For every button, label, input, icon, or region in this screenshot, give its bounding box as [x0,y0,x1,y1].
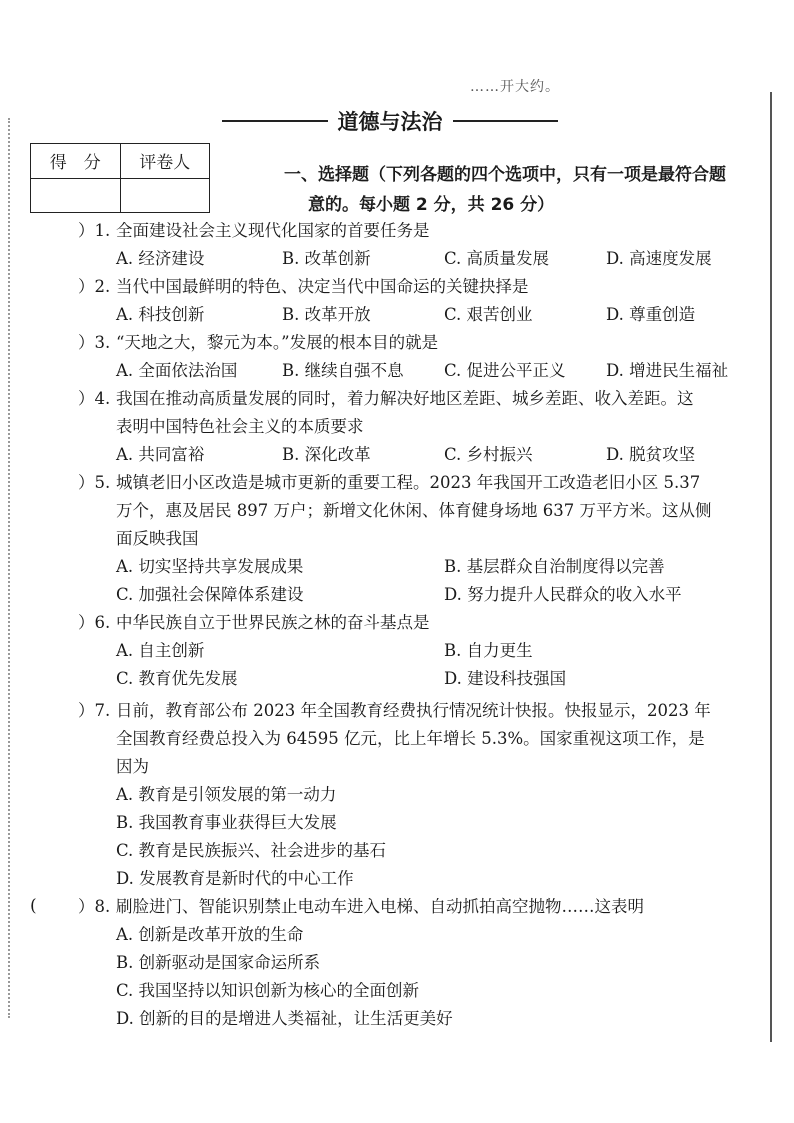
option-a: A. 创新是改革开放的生命 [116,925,304,944]
page-title: 道德与法治 [337,110,443,134]
question-6 [78,609,758,637]
question-7-cont2 [78,753,758,781]
options-7-c [78,837,758,865]
question-stem: 全面建设社会主义现代化国家的首要任务是 [116,221,430,240]
options-1 [78,245,758,273]
option-c: C. 艰苦创业 [444,305,533,324]
question-stem-line2: 全国教育经费总投入为 64595 亿元，比上年增长 5.3%。国家重视这项工作，是 [116,729,705,748]
options-6-row1 [78,637,758,665]
question-5 [78,469,758,497]
score-label: 得 分 [31,144,121,179]
option-b: B. 我国教育事业获得巨大发展 [116,813,337,832]
option-b: B. 创新驱动是国家命运所系 [116,953,321,972]
option-a: A. 经济建设 [116,249,205,268]
options-7-d [78,865,758,893]
cut-off-text: ……开大约。 [470,79,560,95]
option-d: D. 增进民生福祉 [606,361,729,380]
right-margin-line [770,92,772,1042]
question-8 [78,893,758,921]
option-b: B. 继续自强不息 [282,361,404,380]
answer-paren-open: ( [30,896,37,916]
section-heading-line1: 一、选择题（下列各题的四个选项中，只有一项是最符合题 [284,165,726,185]
options-5-row1 [78,553,758,581]
section-heading [240,160,760,220]
option-a: A. 教育是引领发展的第一动力 [116,785,337,804]
option-d: D. 尊重创造 [606,305,696,324]
option-b: B. 自力更生 [444,641,533,660]
option-c: C. 我国坚持以知识创新为核心的全面创新 [116,981,420,1000]
question-stem: 中华民族自立于世界民族之林的奋斗基点是 [116,613,430,632]
options-4 [78,441,758,469]
options-8-a [78,921,758,949]
option-d: D. 发展教育是新时代的中心工作 [116,869,354,888]
option-c: C. 加强社会保障体系建设 [116,585,304,604]
question-5-cont2 [78,525,758,553]
option-a: A. 切实坚持共享发展成果 [116,557,304,576]
option-c: C. 促进公平正义 [444,361,566,380]
option-b: B. 基层群众自治制度得以完善 [444,557,665,576]
option-d: D. 努力提升人民群众的收入水平 [444,585,682,604]
question-list [78,217,758,1033]
question-stem-line3: 因为 [116,757,149,776]
question-stem: “天地之大，黎元为本。”发展的根本目的就是 [116,333,439,352]
option-a: A. 共同富裕 [116,445,205,464]
question-2 [78,273,758,301]
question-stem-line2: 表明中国特色社会主义的本质要求 [116,417,364,436]
question-number: ）5. [78,473,111,492]
grader-label: 评卷人 [120,144,210,179]
question-stem: 刷脸进门、智能识别禁止电动车进入电梯、自动抓拍高空抛物……这表明 [116,897,644,916]
option-a: A. 自主创新 [116,641,205,660]
question-4-cont [78,413,758,441]
question-stem-line2: 万个，惠及居民 897 万户；新增文化休闲、体育健身场地 637 万平方米。这从侧 [116,501,712,520]
option-b: B. 深化改革 [282,445,371,464]
option-a: A. 科技创新 [116,305,205,324]
options-3 [78,357,758,385]
title-rule-right [453,120,559,122]
option-d: D. 脱贫攻坚 [606,445,696,464]
question-7-cont [78,725,758,753]
question-number: ）3. [78,333,111,352]
question-7 [78,697,758,725]
option-d: D. 高速度发展 [606,249,712,268]
options-8-b [78,949,758,977]
binding-dotted-line [8,118,10,1018]
question-1 [78,217,758,245]
score-cell [31,178,121,213]
question-stem: 当代中国最鲜明的特色、决定当代中国命运的关键抉择是 [116,277,529,296]
title-rule-left [222,120,328,122]
options-6-row2 [78,665,758,693]
options-5-row2 [78,581,758,609]
option-c: C. 教育优先发展 [116,669,238,688]
question-stem-line1: 我国在推动高质量发展的同时，着力解决好地区差距、城乡差距、收入差距。这 [116,389,694,408]
option-b: B. 改革创新 [282,249,371,268]
question-stem-line3: 面反映我国 [116,529,199,548]
options-7-a [78,781,758,809]
option-c: C. 教育是民族振兴、社会进步的基石 [116,841,387,860]
option-a: A. 全面依法治国 [116,361,238,380]
title-row [222,106,558,136]
question-4 [78,385,758,413]
options-8-d [78,1005,758,1033]
question-number: ）4. [78,389,111,408]
section-heading-line2: 意的。每小题 2 分，共 26 分） [308,195,555,215]
question-3 [78,329,758,357]
options-2 [78,301,758,329]
option-c: C. 乡村振兴 [444,445,533,464]
question-number: ）6. [78,613,111,632]
question-5-cont [78,497,758,525]
score-box [30,143,210,213]
question-stem-line1: 日前，教育部公布 2023 年全国教育经费执行情况统计快报。快报显示，2023 年 [116,701,711,720]
question-number: ）7. [78,701,111,720]
grader-cell [120,178,210,213]
options-7-b [78,809,758,837]
option-c: C. 高质量发展 [444,249,550,268]
question-number: ）8. [78,897,111,916]
option-d: D. 创新的目的是增进人类福祉，让生活更美好 [116,1009,453,1028]
option-d: D. 建设科技强国 [444,669,567,688]
question-number: ）1. [78,221,111,240]
option-b: B. 改革开放 [282,305,371,324]
question-stem-line1: 城镇老旧小区改造是城市更新的重要工程。2023 年我国开工改造老旧小区 5.37 [116,473,701,492]
options-8-c [78,977,758,1005]
question-number: ）2. [78,277,111,296]
